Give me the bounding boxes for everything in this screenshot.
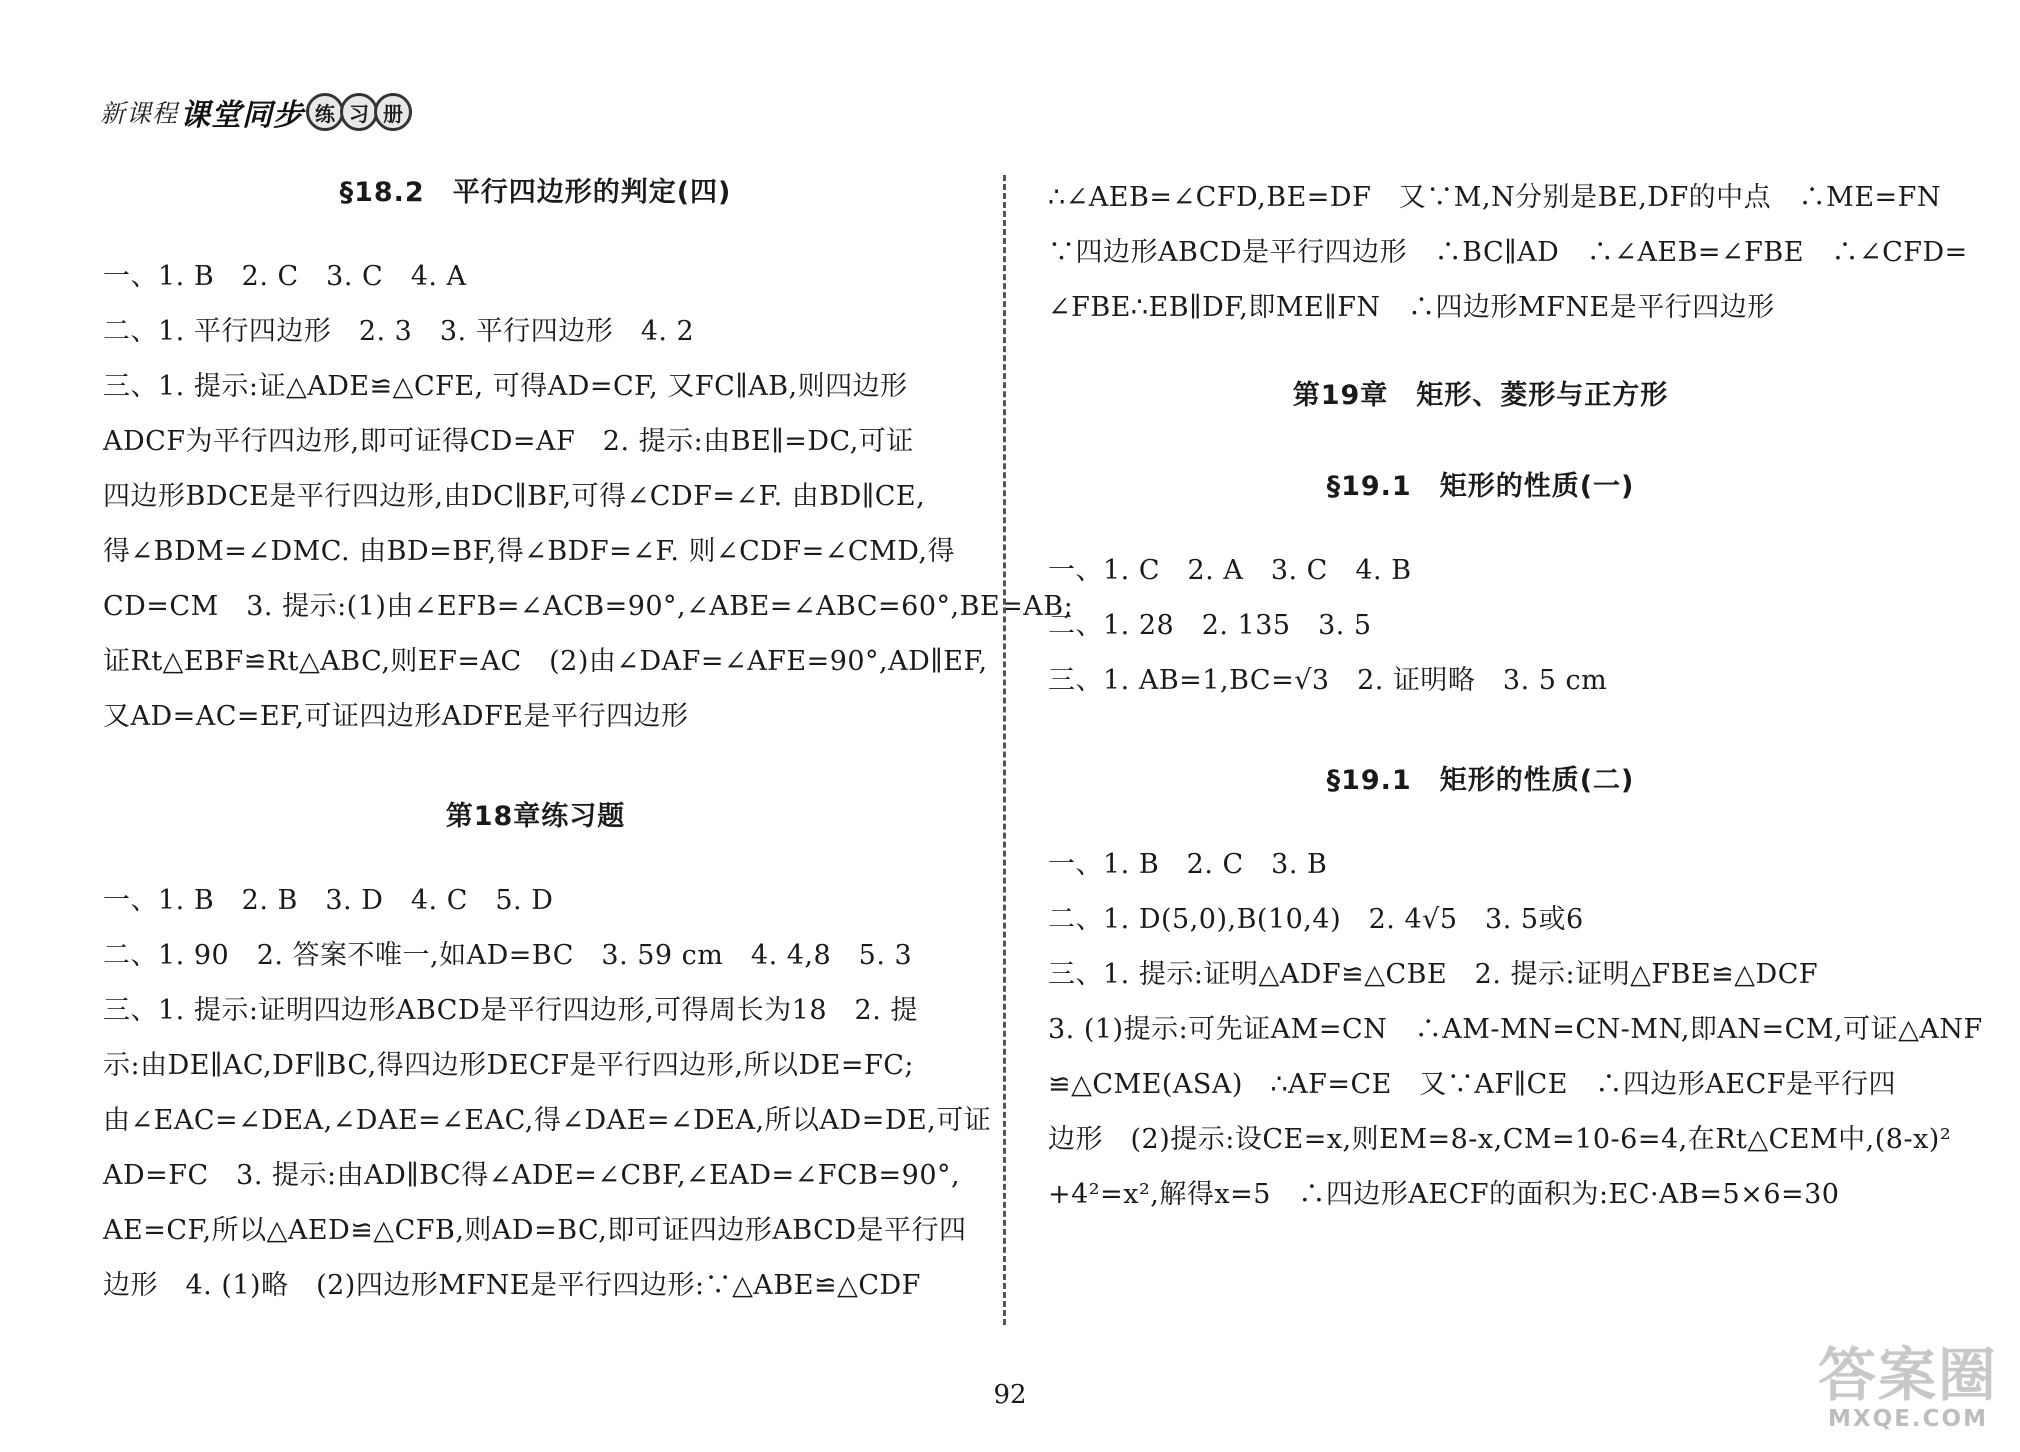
answer-line: 示:由DE∥AC,DF∥BC,得四边形DECF是平行四边形,所以DE=FC; [103,1050,914,1081]
answer-line: 得∠BDM=∠DMC. 由BD=BF,得∠BDF=∠F. 则∠CDF=∠CMD,得 [103,536,955,567]
answer-line: 边形 4. (1)略 (2)四边形MFNE是平行四边形:∵△ABE≌△CDF [103,1270,921,1301]
answer-line: +4²=x²,解得x=5 ∴四边形AECF的面积为:EC·AB=5×6=30 [1048,1179,1840,1210]
answer-line: 由∠EAC=∠DEA,∠DAE=∠EAC,得∠DAE=∠DEA,所以AD=DE,可证 [103,1105,992,1136]
answer-line: AD=FC 3. 提示:由AD∥BC得∠ADE=∠CBF,∠EAD=∠FCB=90°, [103,1160,961,1191]
answer-line: 证Rt△EBF≌Rt△ABC,则EF=AC (2)由∠DAF=∠AFE=90°,AD∥EF, [103,646,988,677]
right-column [1048,170,1983,1222]
answer-line: CD=CM 3. 提示:(1)由∠EFB=∠ACB=90°,∠ABE=∠ABC=60°,BE=AB; [103,591,1074,622]
answer-line: 二、1. 平行四边形 2. 3 3. 平行四边形 4. 2 [103,316,695,347]
answer-line: 3. (1)提示:可先证AM=CN ∴AM-MN=CN-MN,即AN=CM,可证△ANF [1048,1014,1983,1045]
answer-line: 四边形BDCE是平行四边形,由DC∥BF,可得∠CDF=∠F. 由BD∥CE, [103,481,926,512]
answer-line: 一、1. C 2. A 3. C 4. B [1048,555,1412,586]
answer-line: 三、1. AB=1,BC=√3 2. 证明略 3. 5 cm [1048,665,1608,696]
answer-line: 一、1. B 2. C 3. B [1048,849,1328,880]
workbook-badge [310,93,412,131]
left-column [103,170,1074,1313]
section-title-19-1-part1: §19.1 矩形的性质(一) [1326,471,1635,502]
continued-answer [1048,170,1968,335]
answer-line: 二、1. D(5,0),B(10,4) 2. 4√5 3. 5或6 [1048,904,1584,935]
watermark-logo [1817,1341,1998,1432]
answer-line: 又AD=AC=EF,可证四边形ADFE是平行四边形 [103,701,689,732]
answer-line: ≌△CME(ASA) ∴AF=CE 又∵AF∥CE ∴四边形AECF是平行四 [1048,1069,1897,1100]
page-header [100,88,412,136]
section-title-ch18-exercises: 第18章练习题 [445,801,626,832]
section-title-19-1-part2: §19.1 矩形的性质(二) [1326,765,1635,796]
badge-char-1: 练 [306,93,344,131]
answer-line: 二、1. 90 2. 答案不唯一,如AD=BC 3. 59 cm 4. 4,8 5. 3 [103,940,913,971]
badge-char-2: 习 [340,93,378,131]
series-name-small: 新课程 [100,99,179,128]
watermark-text: 答案圈 [1817,1341,1998,1409]
answer-line: ∵四边形ABCD是平行四边形 ∴BC∥AD ∴∠AEB=∠FBE ∴∠CFD= [1048,237,1968,268]
answer-line: 三、1. 提示:证明四边形ABCD是平行四边形,可得周长为18 2. 提 [103,995,918,1026]
answer-line: AE=CF,所以△AED≌△CFB,则AD=BC,即可证四边形ABCD是平行四 [103,1215,967,1246]
answer-line: 一、1. B 2. B 3. D 4. C 5. D [103,885,554,916]
answer-line: ∠FBE∴EB∥DF,即ME∥FN ∴四边形MFNE是平行四边形 [1048,292,1775,323]
answers-ch18-exercises [103,873,992,1313]
badge-char-3: 册 [374,93,412,131]
answers-18-2 [103,249,1074,744]
page-number: 92 [993,1380,1027,1410]
answer-line: 三、1. 提示:证△ADE≌△CFE, 可得AD=CF, 又FC∥AB,则四边形 [103,371,908,402]
answer-line: ∴∠AEB=∠CFD,BE=DF 又∵M,N分别是BE,DF的中点 ∴ME=FN [1048,182,1942,213]
answer-line: 边形 (2)提示:设CE=x,则EM=8-x,CM=10-6=4,在Rt△CEM中,(8-x)² [1048,1124,1952,1155]
series-name-big: 课堂同步 [180,98,305,133]
column-divider [1003,175,1006,1325]
answer-line: 一、1. B 2. C 3. C 4. A [103,261,467,292]
answer-line: ADCF为平行四边形,即可证得CD=AF 2. 提示:由BE∥=DC,可证 [103,426,914,457]
watermark-url: MXQE.COM [1828,1406,1988,1432]
answer-line: 三、1. 提示:证明△ADF≌△CBE 2. 提示:证明△FBE≌△DCF [1048,959,1819,990]
answer-line: 二、1. 28 2. 135 3. 5 [1048,610,1372,641]
answers-19-1-part2 [1048,837,1983,1222]
answers-19-1-part1 [1048,543,1913,708]
chapter-title-19: 第19章 矩形、菱形与正方形 [1292,380,1669,411]
section-title-18-2: §18.2 平行四边形的判定(四) [339,177,732,208]
